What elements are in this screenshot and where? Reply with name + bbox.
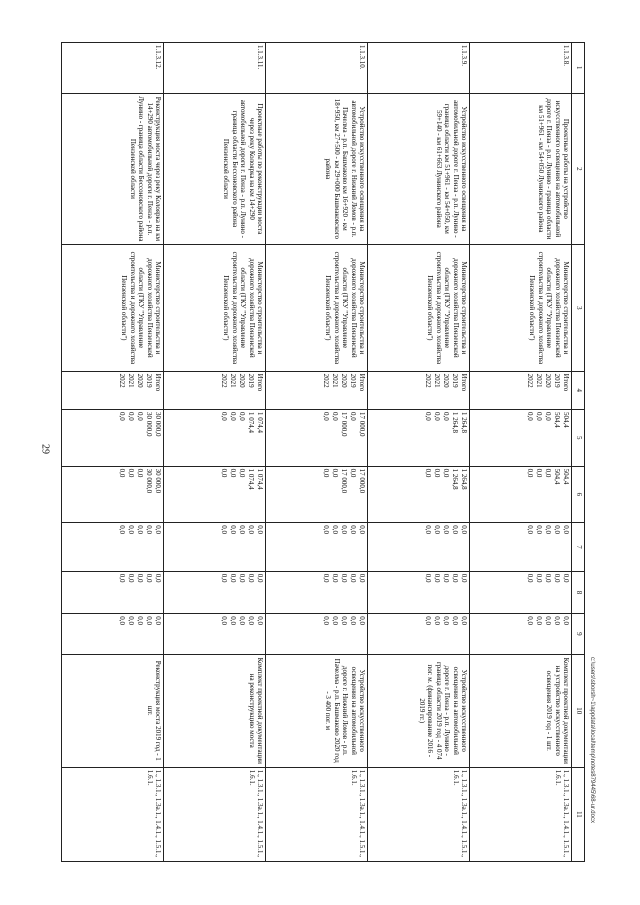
value-cell: 30 000,0 xyxy=(145,412,153,437)
row-values-c9 xyxy=(368,614,470,654)
row-code: 1.1.3.8. xyxy=(470,43,572,94)
value-cell: 30 000,0 xyxy=(154,412,162,437)
value-cell: 0,0 xyxy=(358,573,366,583)
column-header: 6 xyxy=(572,466,585,523)
value-cell: 0,0 xyxy=(220,468,228,478)
value-cell: 0,0 xyxy=(136,525,144,534)
column-header: 8 xyxy=(572,571,585,613)
row-values-c5 xyxy=(470,410,572,467)
value-cell: 0,0 xyxy=(322,616,330,625)
row-name: Устройство искусственного освещения на автомобильной дороге г. Нижний Ломов - р.п. Пачелма - р.п. Башмаково км 16+920 - км 18+950, км 27+500 - км 29+000 Башмаковского района xyxy=(266,93,368,245)
year-label: 2019 xyxy=(145,373,153,388)
row-code: 1.1.3.9. xyxy=(368,43,470,94)
year-label: 2020 xyxy=(340,373,348,388)
value-cell: 0,0 xyxy=(526,412,534,421)
row-values-c6 xyxy=(266,466,368,523)
value-cell: 0,0 xyxy=(256,573,264,583)
value-cell: 0,0 xyxy=(136,616,144,625)
row-code: 1.1.3.12. xyxy=(62,43,164,94)
row-years xyxy=(164,371,266,409)
value-cell: 1 074,4 xyxy=(247,412,255,433)
value-cell: 0,0 xyxy=(154,573,162,583)
year-label: 2021 xyxy=(433,373,441,388)
row-name: Проектные работы на устройство искусственного освещения на автомобильной дороге г. Пенза - р.п. Лунино - граница области км 51+961 - км 54+050 Лунинского района xyxy=(470,93,572,245)
value-cell: 0,0 xyxy=(340,616,348,625)
column-header: 1 xyxy=(572,43,585,94)
value-cell: 1 264,8 xyxy=(460,412,468,433)
year-label: 2019 xyxy=(349,373,357,388)
value-cell: 0,0 xyxy=(118,616,126,625)
value-cell: 17 000,0 xyxy=(340,468,348,494)
value-cell: 0,0 xyxy=(433,616,441,625)
year-label: 2021 xyxy=(535,373,543,388)
value-cell: 0,0 xyxy=(442,468,450,478)
value-cell: 0,0 xyxy=(220,525,228,534)
value-cell: 0,0 xyxy=(424,573,432,583)
value-cell: 0,0 xyxy=(358,616,366,625)
row-indicators: 1., 1.3.1., 1.3а.1., 1.4.1., 1.5.1., 1.6.1. xyxy=(164,767,266,861)
value-cell: 0,0 xyxy=(562,573,570,583)
value-cell: 0,0 xyxy=(118,412,126,421)
row-values-c8 xyxy=(470,571,572,613)
program-table xyxy=(61,42,585,862)
row-indicators: 1., 1.3.1., 1.3а.1., 1.4.1., 1.5.1., 1.6.1. xyxy=(62,767,164,861)
value-cell: 0,0 xyxy=(562,616,570,625)
value-cell: 0,0 xyxy=(544,573,552,583)
value-cell: 0,0 xyxy=(433,525,441,534)
value-cell: 0,0 xyxy=(238,525,246,534)
row-result: Комплект проектной документации на устройство искусственного освещения 2019 год - 1 шт. xyxy=(470,654,572,767)
table-row xyxy=(470,43,572,862)
value-cell: 0,0 xyxy=(118,468,126,478)
value-cell: 0,0 xyxy=(145,525,153,534)
row-result: Реконструкция моста 2019 год - 1 шт. xyxy=(62,654,164,767)
row-values-c8 xyxy=(164,571,266,613)
row-executor: Министерство строительства и дорожного хозяйства Пензенской области (ГКУ "Управление строительства и дорожного хозяйства Пензенской области") xyxy=(368,245,470,371)
value-cell: 0,0 xyxy=(331,525,339,534)
row-values-c7 xyxy=(164,523,266,572)
value-cell: 0,0 xyxy=(562,525,570,534)
year-label: 2020 xyxy=(136,373,144,388)
value-cell: 17 000,0 xyxy=(358,412,366,437)
value-cell: 0,0 xyxy=(340,573,348,583)
value-cell: 17 000,0 xyxy=(358,468,366,494)
value-cell: 0,0 xyxy=(535,616,543,625)
value-cell: 0,0 xyxy=(553,573,561,583)
value-cell: 0,0 xyxy=(331,412,339,421)
value-cell: 0,0 xyxy=(127,468,135,478)
row-result: Комплект проектной документации на реконструкцию моста xyxy=(164,654,266,767)
year-label: Итого xyxy=(358,373,366,392)
row-years xyxy=(266,371,368,409)
value-cell: 0,0 xyxy=(442,525,450,534)
value-cell: 0,0 xyxy=(460,573,468,583)
row-values-c5 xyxy=(266,410,368,467)
value-cell: 0,0 xyxy=(451,573,459,583)
value-cell: 504,4 xyxy=(553,412,561,428)
value-cell: 0,0 xyxy=(127,616,135,625)
value-cell: 0,0 xyxy=(535,412,543,421)
value-cell: 0,0 xyxy=(136,412,144,421)
column-header: 5 xyxy=(572,410,585,467)
row-values-c7 xyxy=(368,523,470,572)
row-code: 1.1.3.11. xyxy=(164,43,266,94)
row-values-c9 xyxy=(470,614,572,654)
value-cell: 0,0 xyxy=(349,616,357,625)
value-cell: 0,0 xyxy=(229,616,237,625)
column-header: 3 xyxy=(572,245,585,371)
row-years xyxy=(470,371,572,409)
value-cell: 0,0 xyxy=(229,573,237,583)
value-cell: 0,0 xyxy=(127,573,135,583)
year-label: 2022 xyxy=(424,373,432,388)
value-cell: 1 074,4 xyxy=(247,468,255,490)
row-executor: Министерство строительства и дорожного хозяйства Пензенской области (ГКУ "Управление строительства и дорожного хозяйства Пензенской области") xyxy=(470,245,572,371)
year-label: Итого xyxy=(460,373,468,392)
value-cell: 0,0 xyxy=(238,468,246,478)
value-cell: 0,0 xyxy=(424,468,432,478)
row-name: Проектные работы по реконструкции моста через реку Колоярка на км 14+290 автомобильной дороги г. Пенза - р.п. Лунино - граница области Бессоновского района Пензенской области xyxy=(164,93,266,245)
value-cell: 0,0 xyxy=(358,525,366,534)
year-label: 2019 xyxy=(451,373,459,388)
row-result: Устройство искусственного освещения на автомобильной дороге г. Пенза - р.п. Лунино - граница области 2019 год - 4 074 пог. м. (финансирование 2016 - 2019 гг.) xyxy=(368,654,470,767)
value-cell: 1 264,8 xyxy=(451,412,459,433)
year-label: 2020 xyxy=(238,373,246,388)
value-cell: 0,0 xyxy=(460,525,468,534)
value-cell: 0,0 xyxy=(526,468,534,478)
column-header: 10 xyxy=(572,654,585,767)
year-label: Итого xyxy=(562,373,570,392)
row-indicators: 1., 1.3.1., 1.3а.1., 1.4.1., 1.5.1., 1.6.1. xyxy=(470,767,572,861)
value-cell: 30 000,0 xyxy=(145,468,153,494)
value-cell: 0,0 xyxy=(229,525,237,534)
row-indicators: 1., 1.3.1., 1.3а.1., 1.4.1., 1.5.1., 1.6.1. xyxy=(368,767,470,861)
value-cell: 504,4 xyxy=(562,468,570,485)
row-name: Устройство искусственного освещения на автомобильной дороге г. Пенза - р.п. Лунино - граница области км 51+961 - км 54+050, км 59+140 - км 61+663 Лунинского района xyxy=(368,93,470,245)
value-cell: 0,0 xyxy=(256,525,264,534)
value-cell: 0,0 xyxy=(256,616,264,625)
value-cell: 0,0 xyxy=(340,525,348,534)
value-cell: 0,0 xyxy=(526,616,534,625)
value-cell: 0,0 xyxy=(220,573,228,583)
value-cell: 0,0 xyxy=(322,525,330,534)
table-row xyxy=(62,43,164,862)
value-cell: 1 264,8 xyxy=(460,468,468,490)
year-label: 2022 xyxy=(526,373,534,388)
row-values-c9 xyxy=(164,614,266,654)
value-cell: 0,0 xyxy=(118,525,126,534)
year-label: 2022 xyxy=(322,373,330,388)
value-cell: 0,0 xyxy=(331,468,339,478)
table-row xyxy=(368,43,470,862)
value-cell: 0,0 xyxy=(433,468,441,478)
value-cell: 0,0 xyxy=(535,525,543,534)
value-cell: 0,0 xyxy=(442,412,450,421)
row-values-c6 xyxy=(368,466,470,523)
table-row xyxy=(266,43,368,862)
row-executor: Министерство строительства и дорожного хозяйства Пензенской области (ГКУ "Управление строительства и дорожного хозяйства Пензенской области") xyxy=(164,245,266,371)
table-body xyxy=(62,43,572,862)
value-cell: 0,0 xyxy=(553,525,561,534)
value-cell: 0,0 xyxy=(544,525,552,534)
row-indicators: 1., 1.3.1., 1.3а.1., 1.4.1., 1.5.1., 1.6.1. xyxy=(266,767,368,861)
value-cell: 0,0 xyxy=(331,616,339,625)
header-row xyxy=(572,43,585,862)
value-cell: 0,0 xyxy=(322,412,330,421)
value-cell: 0,0 xyxy=(544,616,552,625)
row-executor: Министерство строительства и дорожного хозяйства Пензенской области (ГКУ "Управление строительства и дорожного хозяйства Пензенской области") xyxy=(62,245,164,371)
row-years xyxy=(62,371,164,409)
row-name: Реконструкция моста через реку Колоярка на км 14+290 автомобильной дороги г. Пенза - р.п. Лунино - граница области Бессоновского района Пензенской области xyxy=(62,93,164,245)
value-cell: 0,0 xyxy=(442,573,450,583)
column-header: 11 xyxy=(572,767,585,861)
value-cell: 0,0 xyxy=(433,573,441,583)
row-values-c6 xyxy=(62,466,164,523)
value-cell: 0,0 xyxy=(229,468,237,478)
value-cell: 17 000,0 xyxy=(340,412,348,437)
value-cell: 0,0 xyxy=(433,412,441,421)
page-number: 29 xyxy=(39,444,51,454)
value-cell: 0,0 xyxy=(127,412,135,421)
value-cell: 0,0 xyxy=(451,616,459,625)
value-cell: 0,0 xyxy=(349,525,357,534)
value-cell: 0,0 xyxy=(322,573,330,583)
column-header: 4 xyxy=(572,371,585,409)
row-values-c5 xyxy=(62,410,164,467)
value-cell: 0,0 xyxy=(238,616,246,625)
year-label: 2021 xyxy=(331,373,339,388)
value-cell: 0,0 xyxy=(349,412,357,421)
value-cell: 0,0 xyxy=(349,573,357,583)
row-values-c8 xyxy=(266,571,368,613)
value-cell: 0,0 xyxy=(154,525,162,534)
row-values-c5 xyxy=(164,410,266,467)
value-cell: 0,0 xyxy=(544,468,552,478)
value-cell: 0,0 xyxy=(553,616,561,625)
year-label: 2019 xyxy=(553,373,561,388)
row-values-c7 xyxy=(62,523,164,572)
value-cell: 0,0 xyxy=(136,573,144,583)
year-label: 2022 xyxy=(118,373,126,388)
year-label: 2020 xyxy=(442,373,450,388)
value-cell: 30 000,0 xyxy=(154,468,162,494)
row-years xyxy=(368,371,470,409)
value-cell: 0,0 xyxy=(238,573,246,583)
value-cell: 504,4 xyxy=(562,412,570,428)
rotated-table-container xyxy=(55,42,585,862)
row-code: 1.1.3.10. xyxy=(266,43,368,94)
value-cell: 1 074,4 xyxy=(256,468,264,490)
value-cell: 0,0 xyxy=(247,573,255,583)
value-cell: 0,0 xyxy=(535,468,543,478)
column-header: 7 xyxy=(572,523,585,572)
row-result: Устройство искусственного освещения на автомобильной дороге г. Нижний Ломов - р.п. Пачелма - р.п. Башмаково 2020 год - 3 400 пог. м xyxy=(266,654,368,767)
footer-path: c:\users\sborsh~1\appdata\local\temp\notes879445\68-ur.docx xyxy=(589,657,595,823)
year-label: 2021 xyxy=(229,373,237,388)
value-cell: 0,0 xyxy=(220,616,228,625)
value-cell: 0,0 xyxy=(127,525,135,534)
value-cell: 504,4 xyxy=(553,468,561,485)
row-values-c8 xyxy=(62,571,164,613)
value-cell: 0,0 xyxy=(544,412,552,421)
row-values-c5 xyxy=(368,410,470,467)
row-values-c7 xyxy=(266,523,368,572)
value-cell: 0,0 xyxy=(460,616,468,625)
column-header: 9 xyxy=(572,614,585,654)
value-cell: 0,0 xyxy=(220,412,228,421)
value-cell: 0,0 xyxy=(145,573,153,583)
value-cell: 0,0 xyxy=(424,616,432,625)
row-values-c6 xyxy=(164,466,266,523)
value-cell: 0,0 xyxy=(535,573,543,583)
row-values-c8 xyxy=(368,571,470,613)
row-values-c6 xyxy=(470,466,572,523)
year-label: Итого xyxy=(154,373,162,392)
value-cell: 0,0 xyxy=(424,525,432,534)
value-cell: 0,0 xyxy=(526,573,534,583)
value-cell: 0,0 xyxy=(451,525,459,534)
value-cell: 1 074,4 xyxy=(256,412,264,433)
value-cell: 0,0 xyxy=(145,616,153,625)
value-cell: 0,0 xyxy=(154,616,162,625)
year-label: 2022 xyxy=(220,373,228,388)
value-cell: 1 264,8 xyxy=(451,468,459,490)
value-cell: 0,0 xyxy=(238,412,246,421)
year-label: Итого xyxy=(256,373,264,392)
value-cell: 0,0 xyxy=(247,616,255,625)
value-cell: 0,0 xyxy=(136,468,144,478)
row-values-c9 xyxy=(266,614,368,654)
value-cell: 0,0 xyxy=(247,525,255,534)
value-cell: 0,0 xyxy=(526,525,534,534)
year-label: 2020 xyxy=(544,373,552,388)
value-cell: 0,0 xyxy=(118,573,126,583)
value-cell: 0,0 xyxy=(229,412,237,421)
value-cell: 0,0 xyxy=(424,412,432,421)
value-cell: 0,0 xyxy=(442,616,450,625)
year-label: 2019 xyxy=(247,373,255,388)
row-executor: Министерство строительства и дорожного хозяйства Пензенской области (ГКУ "Управление строительства и дорожного хозяйства Пензенской области") xyxy=(266,245,368,371)
value-cell: 0,0 xyxy=(331,573,339,583)
value-cell: 0,0 xyxy=(322,468,330,478)
year-label: 2021 xyxy=(127,373,135,388)
value-cell: 0,0 xyxy=(349,468,357,478)
row-values-c9 xyxy=(62,614,164,654)
row-values-c7 xyxy=(470,523,572,572)
table-row xyxy=(164,43,266,862)
column-header: 2 xyxy=(572,93,585,245)
